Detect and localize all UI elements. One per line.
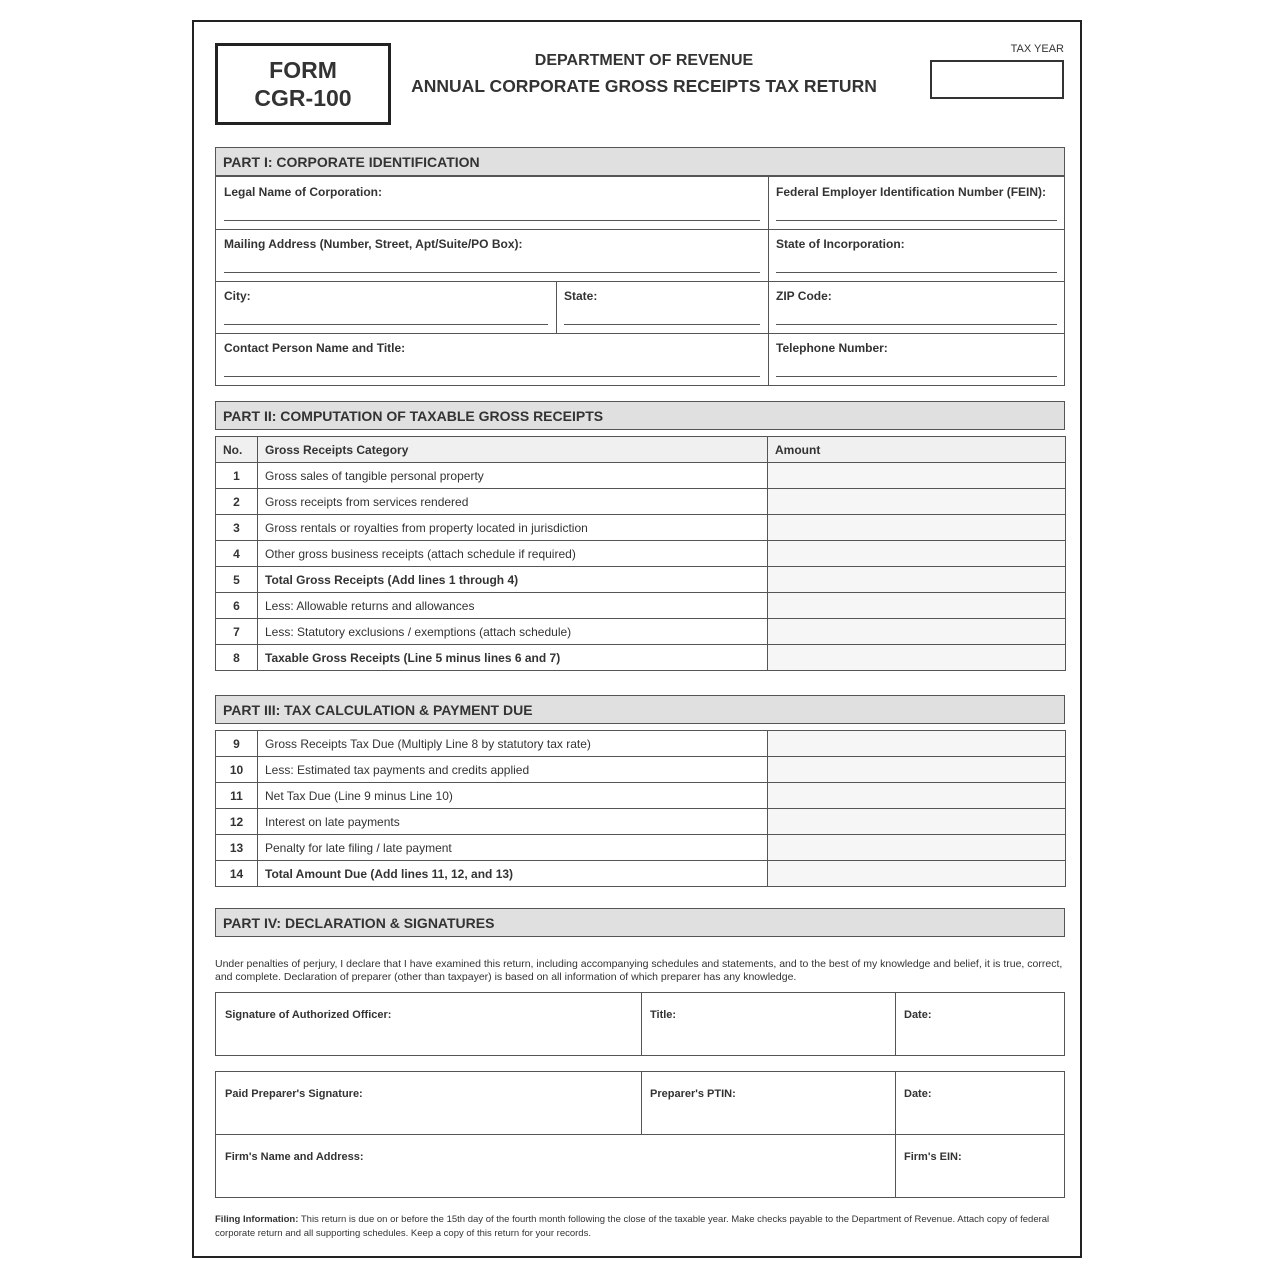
amount-field[interactable] bbox=[768, 567, 1066, 593]
declaration-text: Under penalties of perjury, I declare that I have examined this return, including accompanying schedules and statements, and to the best of my knowledge and belief, it is true, correct, and complete. Declaration of preparer (other than taxpayer) is based on all information of which preparer has any knowledge. bbox=[215, 958, 1063, 983]
amount-field[interactable] bbox=[768, 757, 1066, 783]
mailing-address-field[interactable] bbox=[216, 229, 768, 281]
legal-name-label: Legal Name of Corporation: bbox=[224, 185, 383, 199]
table-row bbox=[216, 567, 1066, 593]
department-name: DEPARTMENT OF REVENUE bbox=[534, 52, 754, 69]
part3-header: PART III: TAX CALCULATION & PAYMENT DUE bbox=[215, 695, 1065, 724]
preparer-ptin-field[interactable] bbox=[641, 1072, 895, 1134]
table-row bbox=[216, 619, 1066, 645]
line-label: Other gross business receipts (attach schedule if required) bbox=[258, 541, 768, 567]
table-row bbox=[216, 783, 1066, 809]
filing-text: This return is due on or before the 15th day of the fourth month following the close of the taxable year. Make checks payable to the Department of Revenue. Attach copy of federal corporate return and all supporting schedules. Keep a copy of this return for your records. bbox=[215, 1214, 1050, 1239]
preparer-grid bbox=[215, 1071, 1065, 1198]
preparer-signature-field[interactable] bbox=[216, 1072, 641, 1134]
line-number: 4 bbox=[216, 541, 258, 567]
table-row bbox=[216, 541, 1066, 567]
table-row bbox=[216, 731, 1066, 757]
legal-name-field[interactable] bbox=[216, 177, 768, 229]
table-row bbox=[216, 809, 1066, 835]
officer-signature-field[interactable] bbox=[216, 993, 641, 1055]
amount-field[interactable] bbox=[768, 463, 1066, 489]
line-label: Taxable Gross Receipts (Line 5 minus lines 6 and 7) bbox=[258, 645, 768, 671]
fein-label: Federal Employer Identification Number (FEIN): bbox=[776, 185, 1047, 199]
firm-name-field[interactable] bbox=[216, 1135, 895, 1197]
amount-field[interactable] bbox=[768, 619, 1066, 645]
officer-title-label: Title: bbox=[650, 1009, 677, 1021]
part1-grid bbox=[215, 176, 1065, 386]
line-label: Gross rentals or royalties from property located in jurisdiction bbox=[258, 515, 768, 541]
table-header-row bbox=[216, 437, 1066, 463]
form-number-box bbox=[215, 43, 391, 125]
filing-label: Filing Information: bbox=[215, 1214, 299, 1225]
preparer-ptin-label: Preparer's PTIN: bbox=[650, 1088, 736, 1100]
table-row bbox=[216, 593, 1066, 619]
preparer-date-label: Date: bbox=[904, 1088, 932, 1100]
col-amount-header: Amount bbox=[768, 437, 1066, 463]
table-row bbox=[216, 835, 1066, 861]
table-row bbox=[216, 757, 1066, 783]
line-label: Less: Estimated tax payments and credits applied bbox=[258, 757, 768, 783]
line-label: Total Amount Due (Add lines 11, 12, and 13) bbox=[258, 861, 768, 887]
preparer-date-field[interactable] bbox=[895, 1072, 1065, 1134]
line-number: 10 bbox=[216, 757, 258, 783]
state-incorporation-field[interactable] bbox=[768, 229, 1065, 281]
line-label: Total Gross Receipts (Add lines 1 through 4) bbox=[258, 567, 768, 593]
zip-label: ZIP Code: bbox=[776, 289, 832, 303]
firm-ein-label: Firm's EIN: bbox=[904, 1151, 962, 1163]
line-number: 13 bbox=[216, 835, 258, 861]
line-number: 9 bbox=[216, 731, 258, 757]
table-row bbox=[216, 645, 1066, 671]
part1-header: PART I: CORPORATE IDENTIFICATION bbox=[215, 147, 1065, 176]
tax-year-label: TAX YEAR bbox=[1010, 43, 1064, 55]
table-row bbox=[216, 463, 1066, 489]
zip-field[interactable] bbox=[768, 281, 1065, 333]
telephone-field[interactable] bbox=[768, 333, 1065, 385]
tax-year-field[interactable] bbox=[930, 60, 1064, 99]
filing-information bbox=[215, 1213, 1067, 1241]
amount-field[interactable] bbox=[768, 645, 1066, 671]
line-number: 1 bbox=[216, 463, 258, 489]
amount-field[interactable] bbox=[768, 489, 1066, 515]
city-field[interactable] bbox=[216, 281, 556, 333]
line-label: Gross receipts from services rendered bbox=[258, 489, 768, 515]
preparer-signature-label: Paid Preparer's Signature: bbox=[225, 1088, 363, 1100]
amount-field[interactable] bbox=[768, 861, 1066, 887]
fein-field[interactable] bbox=[768, 177, 1065, 229]
amount-field[interactable] bbox=[768, 783, 1066, 809]
amount-field[interactable] bbox=[768, 731, 1066, 757]
officer-title-field[interactable] bbox=[641, 993, 895, 1055]
line-number: 6 bbox=[216, 593, 258, 619]
line-label: Penalty for late filing / late payment bbox=[258, 835, 768, 861]
form-label: FORM bbox=[269, 57, 337, 83]
line-label: Gross sales of tangible personal property bbox=[258, 463, 768, 489]
part3-table bbox=[215, 730, 1066, 887]
table-row bbox=[216, 861, 1066, 887]
officer-date-field[interactable] bbox=[895, 993, 1065, 1055]
contact-person-label: Contact Person Name and Title: bbox=[224, 341, 406, 355]
col-no-header: No. bbox=[216, 437, 258, 463]
line-label: Less: Statutory exclusions / exemptions (attach schedule) bbox=[258, 619, 768, 645]
line-label: Interest on late payments bbox=[258, 809, 768, 835]
part2-table bbox=[215, 436, 1066, 671]
state-label: State: bbox=[564, 289, 598, 303]
form-title: ANNUAL CORPORATE GROSS RECEIPTS TAX RETURN bbox=[411, 76, 877, 96]
line-label: Net Tax Due (Line 9 minus Line 10) bbox=[258, 783, 768, 809]
amount-field[interactable] bbox=[768, 541, 1066, 567]
city-label: City: bbox=[224, 289, 251, 303]
amount-field[interactable] bbox=[768, 809, 1066, 835]
state-incorporation-label: State of Incorporation: bbox=[776, 237, 905, 251]
line-number: 2 bbox=[216, 489, 258, 515]
form-number: CGR-100 bbox=[254, 85, 352, 111]
form-page bbox=[192, 20, 1082, 1258]
table-row bbox=[216, 489, 1066, 515]
part2-header: PART II: COMPUTATION OF TAXABLE GROSS RECEIPTS bbox=[215, 401, 1065, 430]
amount-field[interactable] bbox=[768, 515, 1066, 541]
col-category-header: Gross Receipts Category bbox=[258, 437, 768, 463]
line-number: 7 bbox=[216, 619, 258, 645]
state-field[interactable] bbox=[556, 281, 768, 333]
firm-ein-field[interactable] bbox=[895, 1135, 1065, 1197]
line-label: Gross Receipts Tax Due (Multiply Line 8 by statutory tax rate) bbox=[258, 731, 768, 757]
officer-date-label: Date: bbox=[904, 1009, 932, 1021]
mailing-address-label: Mailing Address (Number, Street, Apt/Suite/PO Box): bbox=[224, 237, 523, 251]
line-number: 12 bbox=[216, 809, 258, 835]
table-row bbox=[216, 515, 1066, 541]
amount-field[interactable] bbox=[768, 593, 1066, 619]
line-number: 11 bbox=[216, 783, 258, 809]
officer-signature-label: Signature of Authorized Officer: bbox=[225, 1009, 392, 1021]
amount-field[interactable] bbox=[768, 835, 1066, 861]
line-label: Less: Allowable returns and allowances bbox=[258, 593, 768, 619]
telephone-label: Telephone Number: bbox=[776, 341, 888, 355]
firm-name-label: Firm's Name and Address: bbox=[225, 1151, 364, 1163]
contact-person-field[interactable] bbox=[216, 333, 768, 385]
line-number: 3 bbox=[216, 515, 258, 541]
officer-signature-grid bbox=[215, 992, 1065, 1056]
line-number: 5 bbox=[216, 567, 258, 593]
line-number: 8 bbox=[216, 645, 258, 671]
line-number: 14 bbox=[216, 861, 258, 887]
part4-header: PART IV: DECLARATION & SIGNATURES bbox=[215, 908, 1065, 937]
